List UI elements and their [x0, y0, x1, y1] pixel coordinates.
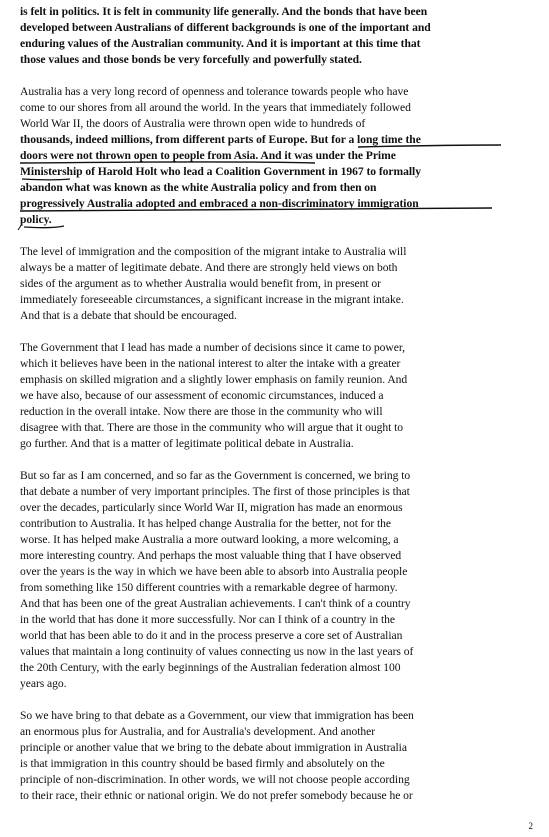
- text-line: contribution to Australia. It has helped change Australia for the better, not for the: [20, 517, 392, 530]
- text-line: is that immigration in this country should be based firmly and absolutely on the: [20, 757, 385, 770]
- text-line: over the years is the way in which we have been able to absorb into Australia people: [20, 565, 408, 578]
- text-line: emphasis on skilled migration and a slightly lower emphasis on family reunion. And: [20, 373, 408, 386]
- text-line: is felt in politics. It is felt in community life generally. And the bonds that have been: [20, 5, 428, 18]
- text-line: developed between Australians of different backgrounds is one of the important and: [20, 21, 431, 34]
- text-line: the 20th Century, with the early beginnings of the Australian federation almost 100: [20, 661, 401, 674]
- text-line: more interesting country. And perhaps the most valuable thing that I have observed: [20, 549, 402, 562]
- text-line: an enormous plus for Australia, and for Australia's development. And another: [20, 725, 376, 738]
- text-line: World War II, the doors of Australia were thrown open wide to hundreds of: [20, 117, 366, 130]
- text-line: which it believes have been in the national interest to alter the intake with a greater: [20, 357, 401, 370]
- text-line: reduction in the overall intake. Now there are those in the community who will: [20, 405, 383, 418]
- text-line: The level of immigration and the composition of the migrant intake to Australia will: [20, 245, 407, 258]
- page-number: 2: [528, 821, 533, 831]
- text-line: principle or another value that we bring to the debate about immigration in Australia: [20, 741, 407, 754]
- text-line: And that is a debate that should be encouraged.: [20, 309, 237, 322]
- text-line: disagree with that. There are those in the community who will argue that it ought to: [20, 421, 404, 434]
- text-line: doors were not thrown open to people from Asia. And it was under the Prime: [20, 149, 396, 162]
- text-line: thousands, indeed millions, from different parts of Europe. But for a long time the: [20, 133, 421, 146]
- text-line: from something like 150 different countries with a remarkable degree of harmony.: [20, 581, 398, 594]
- text-line: worse. It has helped make Australia a more outward looking, a more welcoming, a: [20, 533, 399, 546]
- text-line: Ministership of Harold Holt who lead a Coalition Government in 1967 to formally: [20, 165, 421, 178]
- text-line: go further. And that is a matter of legitimate political debate in Australia.: [20, 437, 354, 450]
- text-line: we have also, because of our assessment of economic circumstances, induced a: [20, 389, 384, 402]
- text-line: principle of non-discrimination. In other words, we will not choose people according: [20, 773, 410, 786]
- text-line: enduring values of the Australian community. And it is important at this time that: [20, 37, 421, 50]
- text-line: But so far as I am concerned, and so far as the Government is concerned, we bring to: [20, 469, 411, 482]
- text-line: in the world that has done it more successfully. Nor can I think of a country in the: [20, 613, 395, 626]
- text-line: progressively Australia adopted and embraced a non-discriminatory immigration: [20, 197, 419, 210]
- text-line: So we have bring to that debate as a Government, our view that immigration has been: [20, 709, 414, 722]
- text-line: to their race, their ethnic or national origin. We do not prefer somebody because he or: [20, 789, 413, 802]
- text-line: The Government that I lead has made a number of decisions since it came to power,: [20, 341, 406, 354]
- text-line: that debate a number of very important principles. The first of those principles is that: [20, 485, 410, 498]
- text-line: immediately foreseeable circumstances, a significant increase in the migrant intake.: [20, 293, 404, 306]
- text-line: those values and those bonds be very forcefully and powerfully stated.: [20, 53, 362, 66]
- text-line: over the decades, particularly since World War II, migration has made an enormous: [20, 501, 403, 514]
- text-line: years ago.: [20, 677, 67, 690]
- text-line: world that has been able to do it and in the process preserve a core set of Australian: [20, 629, 403, 642]
- text-line: And that has been one of the great Australian achievements. I can't think of a country: [20, 597, 411, 610]
- text-line: Australia has a very long record of openness and tolerance towards people who have: [20, 85, 409, 98]
- text-line: sides of the argument as to whether Australia would benefit from, in present or: [20, 277, 381, 290]
- text-line: come to our shores from all around the world. In the years that immediately followed: [20, 101, 411, 114]
- text-line: values that maintain a long continuity of values connecting us now in the last years of: [20, 645, 414, 658]
- text-line: policy.: [20, 213, 52, 226]
- text-line: always be a matter of legitimate debate. And there are strongly held views on both: [20, 261, 398, 274]
- text-line: abandon what was known as the white Australia policy and from then on: [20, 181, 377, 194]
